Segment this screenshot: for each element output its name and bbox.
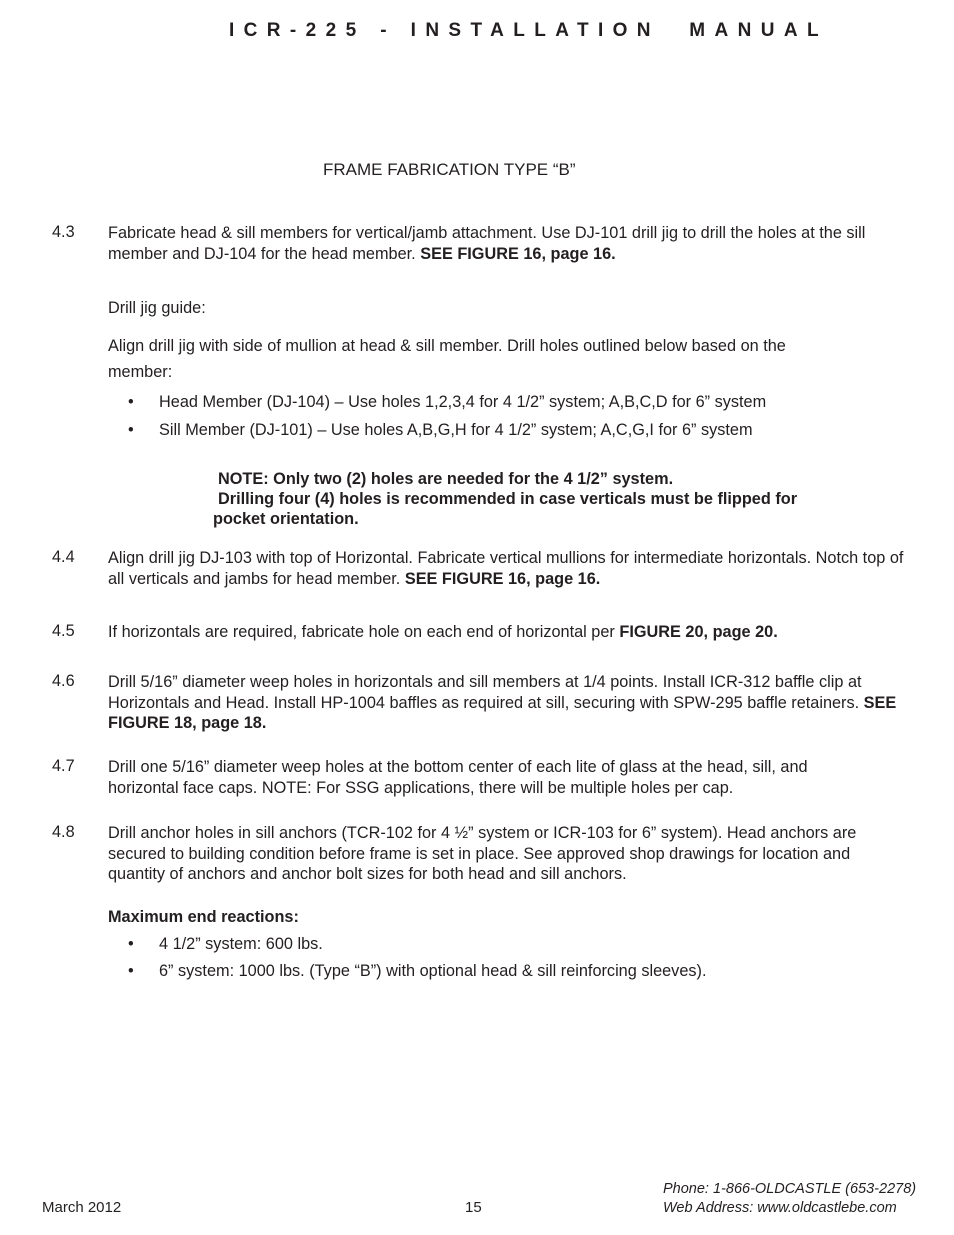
drill-jig-guide-line-1: Align drill jig with side of mullion at head & sill member. Drill holes outlined below based on the	[108, 337, 786, 355]
footer-web-address: Web Address: www.oldcastlebe.com	[663, 1199, 897, 1216]
step-4-4-body: Align drill jig DJ-103 with top of Horizontal. Fabricate vertical mullions for intermediate horizontals. Notch top of all verticals and jambs for head member.	[108, 549, 904, 588]
step-4-6-body: Drill 5/16” diameter weep holes in horizontals and sill members at 1/4 points. Install ICR-312 baffle clip at Horizontals and Head. Install HP-1004 baffles as required at sill, securing with SPW-295 baffle retainers.	[108, 673, 864, 712]
step-4-6-figure-ref: SEE FIGURE 18, page 18.	[108, 693, 897, 732]
step-4-7-text: Drill one 5/16” diameter weep holes at the bottom center of each lite of glass at the head, sill, and horizontal face caps. NOTE: For SSG applications, there will be multiple holes per cap.	[108, 758, 808, 797]
bullet-symbol: •	[128, 393, 134, 411]
step-number-4-7: 4.7	[52, 757, 75, 775]
step-number-4-8: 4.8	[52, 823, 75, 841]
footer-date: March 2012	[42, 1199, 122, 1216]
step-4-8-text: Drill anchor holes in sill anchors (TCR-102 for 4 ½” system or ICR-103 for 6” system). Head anchors are secured to building condition before frame is set in place. See approved shop drawings for location and quantity of anchors and anchor bolt sizes for both head and sill anchors.	[108, 824, 857, 883]
step-4-3-figure-ref: SEE FIGURE 16, page 16.	[420, 244, 616, 263]
step-number-4-6: 4.6	[52, 672, 75, 690]
step-4-3-body: Fabricate head & sill members for vertical/jamb attachment. Use DJ-101 drill jig to drill the holes at the sill member and DJ-104 for the head member.	[108, 224, 866, 263]
footer-phone: Phone: 1-866-OLDCASTLE (653-2278)	[663, 1181, 917, 1197]
step-4-5-figure-ref: FIGURE 20, page 20.	[619, 623, 778, 641]
step-4-6-text	[108, 672, 898, 734]
step-4-4-figure-ref: SEE FIGURE 16, page 16.	[404, 569, 601, 588]
note-line-3: pocket orientation.	[213, 510, 359, 528]
reaction-4-5-system: 4 1/2” system: 600 lbs.	[159, 935, 323, 953]
max-end-reactions-heading: Maximum end reactions:	[108, 908, 299, 926]
bullet-symbol: •	[128, 421, 134, 439]
step-4-5-body: If horizontals are required, fabricate hole on each end of horizontal per	[108, 623, 620, 641]
bullet-head-member: Head Member (DJ-104) – Use holes 1,2,3,4 for 4 1/2” system; A,B,C,D for 6” system	[159, 393, 767, 411]
bullet-symbol: •	[128, 935, 134, 953]
drill-jig-guide-line-2: member:	[108, 363, 173, 381]
step-number-4-3: 4.3	[52, 223, 75, 241]
drill-jig-guide-text	[108, 333, 908, 385]
drill-jig-guide-heading: Drill jig guide:	[108, 299, 206, 317]
note-line-2: Drilling four (4) holes is recommended in case verticals must be flipped for	[218, 490, 798, 508]
step-number-4-4: 4.4	[52, 548, 75, 566]
step-4-4-text	[108, 548, 908, 589]
manual-header-title: ICR-225 - INSTALLATION MANUAL	[229, 20, 829, 41]
step-4-5-text	[108, 622, 908, 643]
section-title: FRAME FABRICATION TYPE “B”	[323, 160, 576, 179]
footer-page-number: 15	[465, 1199, 482, 1216]
footer-contact	[663, 1180, 916, 1217]
reaction-6-system: 6” system: 1000 lbs. (Type “B”) with optional head & sill reinforcing sleeves).	[159, 962, 707, 980]
step-number-4-5: 4.5	[52, 622, 75, 640]
step-4-3-text	[108, 223, 908, 264]
note-line-1: NOTE: Only two (2) holes are needed for the 4 1/2” system.	[218, 470, 674, 488]
bullet-symbol: •	[128, 962, 134, 980]
bullet-sill-member: Sill Member (DJ-101) – Use holes A,B,G,H for 4 1/2” system; A,C,G,I for 6” system	[159, 421, 753, 439]
